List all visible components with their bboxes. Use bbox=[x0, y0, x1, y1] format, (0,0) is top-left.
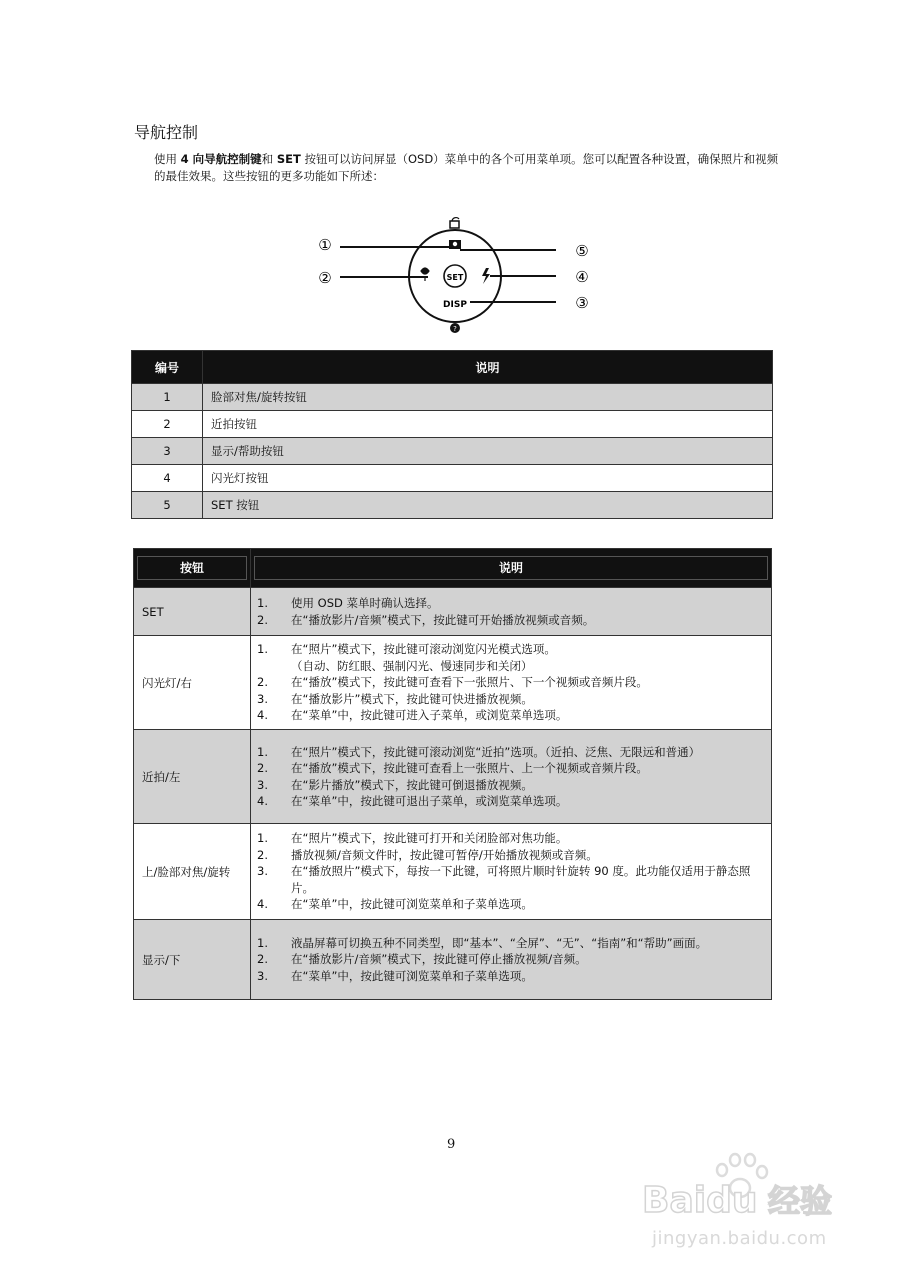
list-item: 1. 液晶屏幕可切换五种不同类型，即“基本”、“全屏”、“无”、“指南”和“帮助”画面。 bbox=[257, 935, 708, 950]
table-row bbox=[132, 384, 773, 411]
navigation-pad-diagram bbox=[300, 210, 610, 340]
intro-text-1: 使用 bbox=[154, 152, 177, 166]
row-description: 近拍按钮 bbox=[203, 411, 773, 438]
col-header-button bbox=[134, 549, 251, 588]
row-description bbox=[251, 730, 772, 824]
list-item: 1. 在“照片”模式下，按此键可打开和关闭脸部对焦功能。 bbox=[257, 831, 568, 846]
intro-text-3: 按钮可以访问屏显（OSD）菜单中的各个可用菜单项。您可以配置各种设置，确保照片和视频的最佳效果。这些按钮的更多功能如下所述： bbox=[154, 152, 779, 183]
row-number: 4 bbox=[132, 465, 203, 492]
intro-bold-2: SET bbox=[276, 152, 301, 166]
row-description: SET 按钮 bbox=[203, 492, 773, 519]
list-item: 3. 在“菜单”中，按此键可浏览菜单和子菜单选项。 bbox=[257, 968, 533, 983]
table-row bbox=[132, 465, 773, 492]
row-number: 1 bbox=[132, 384, 203, 411]
callout-1: ① bbox=[318, 236, 332, 254]
row-number: 3 bbox=[132, 438, 203, 465]
list-item: 4. 在“菜单”中，按此键可进入子菜单，或浏览菜单选项。 bbox=[257, 708, 568, 723]
list-item: 1. 在“照片”模式下，按此键可滚动浏览“近拍”选项。（近拍、泛焦、无限远和普通） bbox=[257, 744, 701, 759]
row-description: 脸部对焦/旋转按钮 bbox=[203, 384, 773, 411]
row-number: 2 bbox=[132, 411, 203, 438]
list-item: 3. 在“播放影片”模式下，按此键可快进播放视频。 bbox=[257, 691, 533, 706]
table-row bbox=[134, 730, 772, 824]
callout-3: ③ bbox=[575, 294, 589, 312]
list-item: 3. 在“影片播放”模式下，按此键可倒退播放视频。 bbox=[257, 777, 533, 792]
row-button-name: 上/脸部对焦/旋转 bbox=[134, 824, 251, 920]
row-button-name: 显示/下 bbox=[134, 920, 251, 1000]
list-item: 2. 在“播放影片/音频”模式下，按此键可停止播放视频/音频。 bbox=[257, 952, 587, 967]
list-item: 1. 使用 OSD 菜单时确认选择。 bbox=[257, 596, 439, 610]
table-row bbox=[132, 438, 773, 465]
row-description: 显示/帮助按钮 bbox=[203, 438, 773, 465]
list-item: 4. 在“菜单”中，按此键可浏览菜单和子菜单选项。 bbox=[257, 897, 533, 912]
col-header-number: 编号 bbox=[132, 351, 203, 384]
set-button-label: SET bbox=[446, 273, 464, 282]
row-description bbox=[251, 588, 772, 636]
row-description: 闪光灯按钮 bbox=[203, 465, 773, 492]
list-item: 3. 在“播放照片”模式下，每按一下此键，可将照片顺时针旋转 90 度。此功能仅适用于静态照片。 bbox=[257, 864, 751, 895]
svg-text:?: ? bbox=[453, 325, 457, 333]
col-header-description bbox=[251, 549, 772, 588]
watermark-brand: Baidu bbox=[642, 1180, 758, 1221]
row-description bbox=[251, 636, 772, 730]
face-detect-icon bbox=[449, 240, 461, 249]
list-item: 4. 在“菜单”中，按此键可退出子菜单，或浏览菜单选项。 bbox=[257, 794, 568, 808]
list-item: 2. 在“播放影片/音频”模式下，按此键可开始播放视频或音频。 bbox=[257, 612, 595, 627]
table-row bbox=[134, 920, 772, 1000]
disp-label: DISP bbox=[443, 300, 467, 310]
list-item: 2. 在“播放”模式下，按此键可查看下一张照片、下一个视频或音频片段。 bbox=[257, 675, 648, 690]
rotate-icon bbox=[450, 218, 459, 228]
intro-text-2: 和 bbox=[261, 152, 274, 166]
row-description bbox=[251, 920, 772, 1000]
help-icon bbox=[450, 323, 460, 333]
watermark-brand-cn: 经验 bbox=[768, 1182, 833, 1220]
macro-icon bbox=[421, 268, 429, 281]
table-header-row bbox=[134, 549, 772, 588]
col-header-button-label: 按钮 bbox=[137, 556, 247, 580]
row-button-name: SET bbox=[134, 588, 251, 636]
row-description bbox=[251, 824, 772, 920]
col-header-description-label: 说明 bbox=[254, 556, 768, 580]
section-title: 导航控制 bbox=[134, 123, 199, 142]
watermark-url: jingyan.baidu.com bbox=[652, 1228, 827, 1249]
list-item: 1. 在“照片”模式下，按此键可滚动浏览闪光模式选项。 bbox=[257, 642, 556, 657]
intro-paragraph bbox=[154, 151, 779, 185]
page-number: 9 bbox=[447, 1137, 456, 1152]
list-item: 2. 播放视频/音频文件时，按此键可暂停/开始播放视频或音频。 bbox=[257, 847, 598, 862]
callout-5: ⑤ bbox=[575, 242, 589, 260]
callout-4: ④ bbox=[575, 268, 589, 286]
row-button-name: 近拍/左 bbox=[134, 730, 251, 824]
list-item: （自动、防红眼、强制闪光、慢速同步和关闭） bbox=[291, 658, 533, 673]
col-header-description: 说明 bbox=[203, 351, 773, 384]
list-item: 2. 在“播放”模式下，按此键可查看上一张照片、上一个视频或音频片段。 bbox=[257, 761, 648, 775]
intro-bold-1: 4 向导航控制键 bbox=[180, 152, 262, 166]
table-row bbox=[134, 824, 772, 920]
table-header-row bbox=[132, 351, 773, 384]
table-row bbox=[134, 636, 772, 730]
row-button-name: 闪光灯/右 bbox=[134, 636, 251, 730]
table-row bbox=[132, 411, 773, 438]
table-row bbox=[132, 492, 773, 519]
button-function-table bbox=[133, 548, 772, 1000]
flash-icon bbox=[482, 268, 490, 284]
row-number: 5 bbox=[132, 492, 203, 519]
button-number-table bbox=[131, 350, 773, 519]
table-row bbox=[134, 588, 772, 636]
callout-2: ② bbox=[318, 269, 332, 287]
